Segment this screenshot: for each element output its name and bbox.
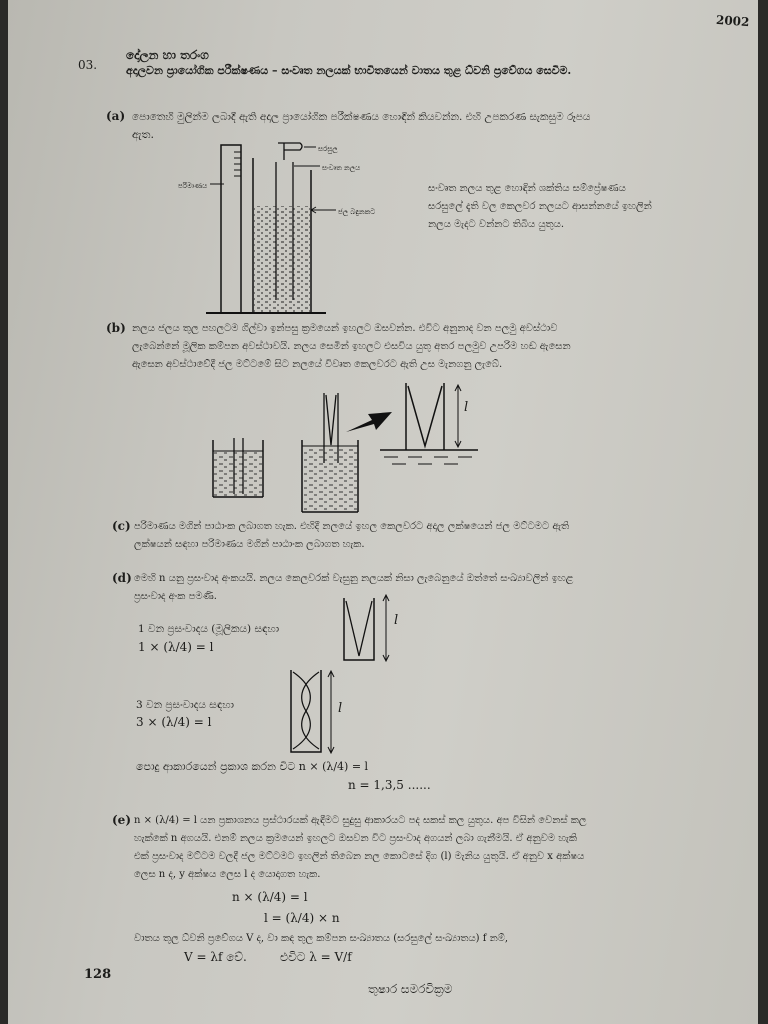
section-d-line-2: ප්‍රසංවාද අංක පමණි.	[134, 591, 217, 602]
topic-heading: දෝලන හා තරංග	[126, 48, 209, 62]
section-a-side-3: නලය මැදට වන්නට තිබිය යුතුය.	[428, 219, 565, 230]
n-values: n = 1,3,5 ......	[348, 778, 431, 792]
section-c-line-2: ලක්ෂයන් සඳහා පරිමාණය මගින් පාඨාංක ලබාගත හැක.	[134, 539, 365, 550]
water-label: ජල බඳුනකට	[338, 208, 376, 216]
experiment-title: අදාලවන ප්‍රායෝගික පරීක්ෂණය – සංවෘත නලයක් භාවිතයෙන් වාතය තුළ ධ්වනි ප්‍රවේගය සෙවීම.	[126, 64, 572, 77]
section-b-line-2: ලැබෙන්නේ මූලික කම්පන අවස්ථාවයි. නලය සෙමින් ඉහලට එසවිය යුතු අතර පලමුව උපරිම හඬ ඇසෙන	[132, 341, 571, 352]
section-c-line-1: පරිමාණය මගින් පාඨාංක ලබාගත හැක. එහිදී නලයේ ඉහල කෙලවරට අදාල ලක්ෂයෙන් ජල මට්ටමට ඇති	[134, 521, 570, 532]
eq-l-lambda: l = (λ/4) × n	[264, 911, 340, 925]
section-a-line-2: ඇත.	[132, 128, 154, 141]
section-a-label: (a)	[106, 109, 126, 123]
section-d-line-1: මෙහි n යනු ප්‍රසංවාද අංකයයි. නලය කෙලවරක් වැසුනු නලයක් නිසා ලැබෙනුයේ ඔත්තේ සංඛ්‍යාවලින් ඉහළ	[134, 573, 574, 584]
length-symbol-d1: l	[394, 613, 399, 628]
section-a-side-1: සංවෘත නලය තුළ හොඳින් ශක්තිය සම්ප්‍රේෂණය	[428, 183, 626, 194]
section-b-label: (b)	[106, 321, 126, 335]
question-number: 03.	[78, 58, 98, 72]
length-symbol-b: l	[464, 400, 469, 415]
section-c-label: (c)	[112, 519, 131, 533]
section-b-line-1: නලය ජලය තුල පහලටම ගිල්වා ඉන්පසු ක්‍රමයෙන් ඉහලට ඔසවන්න. එවිට අනුනාද වන පලමු අවස්ථාව	[132, 323, 558, 334]
section-b-line-3: ඇසෙන අවස්ථාවේදී ජල මට්ටමේ සිට නලයේ විවෘත කෙලවරට ඇති උස මැනගනු ලැබේ.	[132, 359, 503, 370]
first-harmonic-eq: 1 × (λ/4) = l	[138, 640, 214, 654]
harmonic-diagrams	[8, 0, 758, 1024]
page-number: 128	[84, 967, 112, 982]
general-form: පොදු ආකාරයෙන් ප්‍රකාශ කරන විට n × (λ/4) = l	[136, 760, 369, 773]
section-e-velocity: වාතය තුල ධ්වනි ප්‍රවේගය V ද, වා කඳ තුල කම්පන සංඛ්‍යාතය (සරසුලේ සංඛ්‍යාතය) f නම්,	[134, 933, 509, 944]
tube-label: සංවෘත නලය	[322, 164, 361, 172]
section-e-line-2: හැක්කේ n අගයයි. එනම් නලය ක්‍රමයෙන් ඉහලට ඔසවන විට ප්‍රසංවාද අගයන් ලබා ගැනීමයි. ඒ අනුවම හැකි	[134, 833, 578, 844]
first-harmonic-heading: 1 වන ප්‍රසංවාදය (මූලිකය) සඳහා	[138, 623, 280, 635]
section-d-label: (d)	[112, 571, 132, 585]
length-symbol-d3: l	[338, 701, 343, 716]
author-name: තුෂාර සමරවික්‍රම	[368, 982, 453, 996]
eq-v-lambda-f: V = λf වේ.	[184, 950, 247, 964]
fork-label: සරසුල	[318, 145, 338, 153]
section-a-line-1: පොතෙහි මුලින්ම ලබාදී ඇති අදාල ප්‍රායෝගික පරීක්ෂණය හොඳින් කියවන්න. එහි උපකරණ සැකසුම රූපය	[132, 111, 591, 123]
section-e-line-3: එක් ප්‍රසංවාද මට්ටම වලදී ජල මට්ටමට ඉහලින් තිබෙන නල කොටසේ දිග (l) මැනිය යුතුයි. ඒ අනුව x අක්ෂය	[134, 851, 585, 862]
section-a-side-2: සරසුලේ දැති වල කෙලවර නලයට ආසන්නයේ ඉහලින්	[428, 201, 652, 212]
section-e-label: (e)	[112, 813, 131, 827]
third-harmonic-heading: 3 වන ප්‍රසංවාදය සඳහා	[136, 699, 234, 711]
section-e-line-4: ලෙස n ද, y අක්ෂය ලෙස l ද යොදාගත හැක.	[134, 869, 321, 880]
third-harmonic-eq: 3 × (λ/4) = l	[136, 715, 212, 729]
document-page	[8, 0, 758, 1024]
eq-lambda-v-f: එවිට λ = V/f	[280, 950, 352, 964]
section-e-line-1: n × (λ/4) = l යන ප්‍රකාශනය ප්‍රස්ථාරයක් ඇඳීමට සුදුසු ආකාරයට පද සකස් කල යුතුය. අප විසින් වෙනස් කල	[134, 815, 587, 826]
eq-n-lambda: n × (λ/4) = l	[232, 890, 308, 904]
year-label: 2002	[715, 12, 750, 30]
scale-label: පරිමාණය	[178, 182, 208, 190]
